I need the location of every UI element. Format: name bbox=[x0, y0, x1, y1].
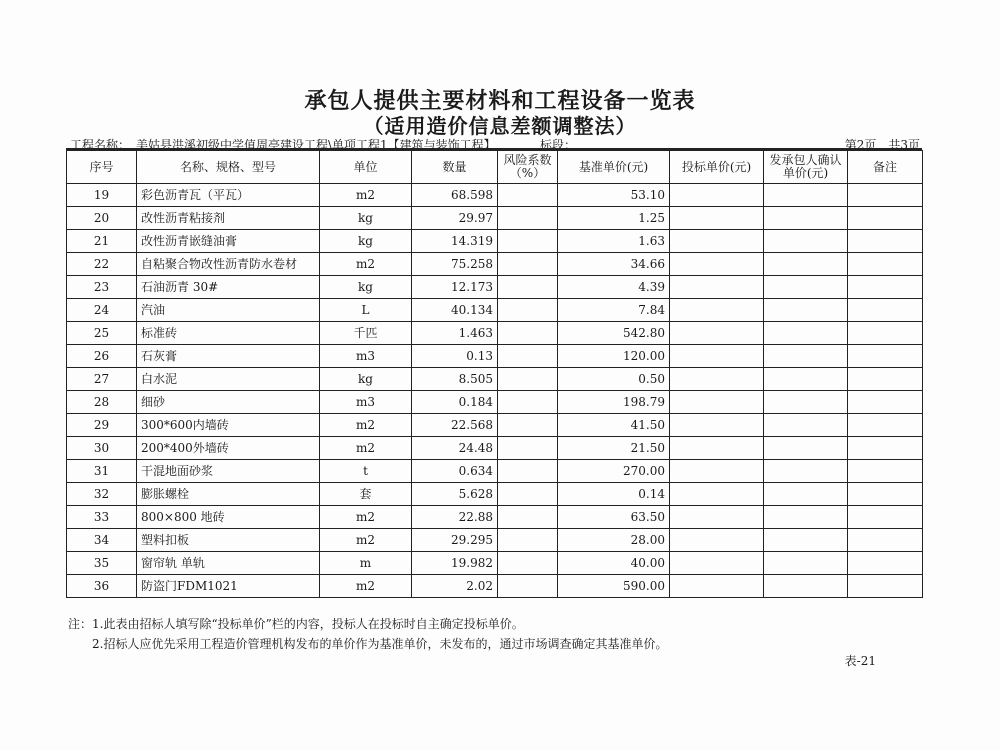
cell-name: 800×800 地砖 bbox=[137, 506, 320, 529]
cell-base-price: 198.79 bbox=[558, 391, 670, 414]
cell-bid-price bbox=[670, 322, 764, 345]
cell-bid-price bbox=[670, 575, 764, 598]
cell-base-price: 590.00 bbox=[558, 575, 670, 598]
cell-confirm-price bbox=[764, 483, 848, 506]
cell-no: 22 bbox=[67, 253, 137, 276]
cell-bid-price bbox=[670, 552, 764, 575]
cell-base-price: 7.84 bbox=[558, 299, 670, 322]
cell-risk bbox=[498, 437, 558, 460]
cell-bid-price bbox=[670, 345, 764, 368]
table-row bbox=[67, 230, 923, 253]
cell-no: 29 bbox=[67, 414, 137, 437]
cell-base-price: 1.25 bbox=[558, 207, 670, 230]
form-number: 表-21 bbox=[844, 654, 876, 668]
cell-remark bbox=[848, 276, 923, 299]
cell-unit: m2 bbox=[320, 437, 412, 460]
cell-name: 防盗门FDM1021 bbox=[137, 575, 320, 598]
cell-unit: m2 bbox=[320, 184, 412, 207]
cell-bid-price bbox=[670, 437, 764, 460]
table-row bbox=[67, 391, 923, 414]
cell-risk bbox=[498, 483, 558, 506]
cell-bid-price bbox=[670, 207, 764, 230]
cell-confirm-price bbox=[764, 575, 848, 598]
cell-name: 标准砖 bbox=[137, 322, 320, 345]
table-row bbox=[67, 483, 923, 506]
cell-risk bbox=[498, 184, 558, 207]
cell-confirm-price bbox=[764, 506, 848, 529]
cell-risk bbox=[498, 253, 558, 276]
cell-no: 32 bbox=[67, 483, 137, 506]
header-no: 序号 bbox=[67, 151, 137, 184]
cell-name: 细砂 bbox=[137, 391, 320, 414]
table-row bbox=[67, 276, 923, 299]
cell-risk bbox=[498, 276, 558, 299]
cell-bid-price bbox=[670, 368, 764, 391]
cell-risk bbox=[498, 322, 558, 345]
cell-qty: 22.88 bbox=[412, 506, 498, 529]
materials-table bbox=[66, 150, 923, 598]
header-risk: 风险系数（%） bbox=[498, 151, 558, 184]
cell-base-price: 120.00 bbox=[558, 345, 670, 368]
table-row bbox=[67, 184, 923, 207]
table-row bbox=[67, 299, 923, 322]
header-confirm-price: 发承包人确认单价(元) bbox=[764, 151, 848, 184]
cell-name: 塑料扣板 bbox=[137, 529, 320, 552]
cell-remark bbox=[848, 506, 923, 529]
cell-confirm-price bbox=[764, 253, 848, 276]
table-row bbox=[67, 575, 923, 598]
cell-qty: 19.982 bbox=[412, 552, 498, 575]
cell-name: 改性沥青嵌缝油膏 bbox=[137, 230, 320, 253]
table-row bbox=[67, 322, 923, 345]
cell-remark bbox=[848, 391, 923, 414]
cell-risk bbox=[498, 299, 558, 322]
cell-qty: 68.598 bbox=[412, 184, 498, 207]
cell-risk bbox=[498, 414, 558, 437]
cell-remark bbox=[848, 414, 923, 437]
cell-bid-price bbox=[670, 391, 764, 414]
cell-remark bbox=[848, 483, 923, 506]
project-name: 工程名称： 美姑县洪溪初级中学值周亭建设工程\单项工程1【建筑与装饰工程】 bbox=[70, 138, 496, 152]
cell-confirm-price bbox=[764, 207, 848, 230]
cell-no: 24 bbox=[67, 299, 137, 322]
cell-bid-price bbox=[670, 460, 764, 483]
cell-unit: 千匹 bbox=[320, 322, 412, 345]
header-name: 名称、规格、型号 bbox=[137, 151, 320, 184]
cell-unit: L bbox=[320, 299, 412, 322]
cell-qty: 24.48 bbox=[412, 437, 498, 460]
cell-remark bbox=[848, 529, 923, 552]
cell-base-price: 1.63 bbox=[558, 230, 670, 253]
cell-unit: m2 bbox=[320, 414, 412, 437]
cell-remark bbox=[848, 322, 923, 345]
cell-confirm-price bbox=[764, 345, 848, 368]
cell-unit: m bbox=[320, 552, 412, 575]
table-row bbox=[67, 207, 923, 230]
cell-name: 白水泥 bbox=[137, 368, 320, 391]
cell-qty: 1.463 bbox=[412, 322, 498, 345]
cell-bid-price bbox=[670, 414, 764, 437]
cell-qty: 75.258 bbox=[412, 253, 498, 276]
cell-unit: m2 bbox=[320, 253, 412, 276]
cell-remark bbox=[848, 575, 923, 598]
table-row bbox=[67, 253, 923, 276]
cell-bid-price bbox=[670, 276, 764, 299]
cell-no: 28 bbox=[67, 391, 137, 414]
cell-risk bbox=[498, 575, 558, 598]
cell-no: 35 bbox=[67, 552, 137, 575]
cell-name: 汽油 bbox=[137, 299, 320, 322]
cell-unit: m2 bbox=[320, 506, 412, 529]
cell-qty: 5.628 bbox=[412, 483, 498, 506]
cell-base-price: 542.80 bbox=[558, 322, 670, 345]
cell-qty: 29.97 bbox=[412, 207, 498, 230]
cell-base-price: 34.66 bbox=[558, 253, 670, 276]
cell-qty: 8.505 bbox=[412, 368, 498, 391]
cell-qty: 29.295 bbox=[412, 529, 498, 552]
cell-qty: 0.634 bbox=[412, 460, 498, 483]
cell-no: 33 bbox=[67, 506, 137, 529]
cell-unit: kg bbox=[320, 276, 412, 299]
cell-qty: 2.02 bbox=[412, 575, 498, 598]
cell-no: 19 bbox=[67, 184, 137, 207]
cell-qty: 12.173 bbox=[412, 276, 498, 299]
cell-no: 20 bbox=[67, 207, 137, 230]
cell-confirm-price bbox=[764, 230, 848, 253]
cell-qty: 0.184 bbox=[412, 391, 498, 414]
cell-name: 200*400外墙砖 bbox=[137, 437, 320, 460]
cell-unit: 套 bbox=[320, 483, 412, 506]
cell-confirm-price bbox=[764, 529, 848, 552]
cell-name: 窗帘轨 单轨 bbox=[137, 552, 320, 575]
cell-name: 石油沥青 30# bbox=[137, 276, 320, 299]
section-label: 标段： bbox=[540, 138, 577, 152]
cell-confirm-price bbox=[764, 368, 848, 391]
table-row bbox=[67, 414, 923, 437]
cell-no: 23 bbox=[67, 276, 137, 299]
cell-no: 26 bbox=[67, 345, 137, 368]
table-header-row bbox=[67, 151, 923, 184]
header-bid-price: 投标单价(元) bbox=[670, 151, 764, 184]
cell-base-price: 53.10 bbox=[558, 184, 670, 207]
cell-confirm-price bbox=[764, 322, 848, 345]
table-row bbox=[67, 368, 923, 391]
cell-bid-price bbox=[670, 184, 764, 207]
cell-bid-price bbox=[670, 253, 764, 276]
cell-remark bbox=[848, 460, 923, 483]
document-title: 承包人提供主要材料和工程设备一览表 bbox=[304, 88, 696, 114]
cell-base-price: 21.50 bbox=[558, 437, 670, 460]
table-row bbox=[67, 552, 923, 575]
cell-name: 300*600内墙砖 bbox=[137, 414, 320, 437]
header-qty: 数量 bbox=[412, 151, 498, 184]
cell-no: 30 bbox=[67, 437, 137, 460]
notes bbox=[68, 614, 667, 654]
cell-confirm-price bbox=[764, 437, 848, 460]
table-row bbox=[67, 529, 923, 552]
cell-confirm-price bbox=[764, 460, 848, 483]
cell-qty: 0.13 bbox=[412, 345, 498, 368]
cell-base-price: 28.00 bbox=[558, 529, 670, 552]
table-row bbox=[67, 460, 923, 483]
header-unit: 单位 bbox=[320, 151, 412, 184]
header-base-price: 基准单价(元) bbox=[558, 151, 670, 184]
cell-risk bbox=[498, 460, 558, 483]
cell-name: 膨胀螺栓 bbox=[137, 483, 320, 506]
cell-risk bbox=[498, 552, 558, 575]
cell-unit: m2 bbox=[320, 575, 412, 598]
cell-bid-price bbox=[670, 230, 764, 253]
cell-bid-price bbox=[670, 483, 764, 506]
cell-risk bbox=[498, 230, 558, 253]
cell-name: 改性沥青粘接剂 bbox=[137, 207, 320, 230]
cell-no: 36 bbox=[67, 575, 137, 598]
cell-name: 干混地面砂浆 bbox=[137, 460, 320, 483]
cell-unit: kg bbox=[320, 230, 412, 253]
cell-confirm-price bbox=[764, 391, 848, 414]
cell-remark bbox=[848, 368, 923, 391]
cell-remark bbox=[848, 299, 923, 322]
cell-remark bbox=[848, 184, 923, 207]
cell-bid-price bbox=[670, 529, 764, 552]
cell-unit: m3 bbox=[320, 391, 412, 414]
cell-confirm-price bbox=[764, 414, 848, 437]
cell-unit: t bbox=[320, 460, 412, 483]
table-row bbox=[67, 506, 923, 529]
cell-risk bbox=[498, 391, 558, 414]
cell-no: 21 bbox=[67, 230, 137, 253]
cell-base-price: 0.14 bbox=[558, 483, 670, 506]
cell-bid-price bbox=[670, 506, 764, 529]
cell-confirm-price bbox=[764, 299, 848, 322]
header-remark: 备注 bbox=[848, 151, 923, 184]
cell-qty: 14.319 bbox=[412, 230, 498, 253]
cell-risk bbox=[498, 506, 558, 529]
cell-remark bbox=[848, 207, 923, 230]
cell-risk bbox=[498, 368, 558, 391]
cell-qty: 40.134 bbox=[412, 299, 498, 322]
cell-remark bbox=[848, 230, 923, 253]
cell-base-price: 40.00 bbox=[558, 552, 670, 575]
cell-remark bbox=[848, 345, 923, 368]
cell-remark bbox=[848, 437, 923, 460]
cell-name: 石灰膏 bbox=[137, 345, 320, 368]
cell-remark bbox=[848, 552, 923, 575]
cell-base-price: 63.50 bbox=[558, 506, 670, 529]
cell-remark bbox=[848, 253, 923, 276]
cell-unit: m3 bbox=[320, 345, 412, 368]
cell-risk bbox=[498, 345, 558, 368]
cell-no: 25 bbox=[67, 322, 137, 345]
cell-risk bbox=[498, 529, 558, 552]
cell-base-price: 41.50 bbox=[558, 414, 670, 437]
cell-no: 27 bbox=[67, 368, 137, 391]
note-1: 注：1.此表由招标人填写除“投标单价”栏的内容，投标人在投标时自主确定投标单价。 bbox=[68, 617, 524, 631]
cell-qty: 22.568 bbox=[412, 414, 498, 437]
cell-unit: m2 bbox=[320, 529, 412, 552]
cell-unit: kg bbox=[320, 368, 412, 391]
table-row bbox=[67, 437, 923, 460]
cell-base-price: 0.50 bbox=[558, 368, 670, 391]
cell-base-price: 270.00 bbox=[558, 460, 670, 483]
cell-name: 自粘聚合物改性沥青防水卷材 bbox=[137, 253, 320, 276]
cell-confirm-price bbox=[764, 276, 848, 299]
cell-bid-price bbox=[670, 299, 764, 322]
document-subtitle: （适用造价信息差额调整法） bbox=[363, 114, 637, 138]
cell-no: 34 bbox=[67, 529, 137, 552]
cell-confirm-price bbox=[764, 552, 848, 575]
cell-name: 彩色沥青瓦（平瓦） bbox=[137, 184, 320, 207]
page-indicator: 第2页 共3页 bbox=[844, 138, 920, 152]
cell-risk bbox=[498, 207, 558, 230]
cell-no: 31 bbox=[67, 460, 137, 483]
cell-unit: kg bbox=[320, 207, 412, 230]
cell-base-price: 4.39 bbox=[558, 276, 670, 299]
table-row bbox=[67, 345, 923, 368]
cell-confirm-price bbox=[764, 184, 848, 207]
note-2: 2.招标人应优先采用工程造价管理机构发布的单价作为基准单价，未发布的，通过市场调查确定其基准单价。 bbox=[68, 637, 668, 651]
